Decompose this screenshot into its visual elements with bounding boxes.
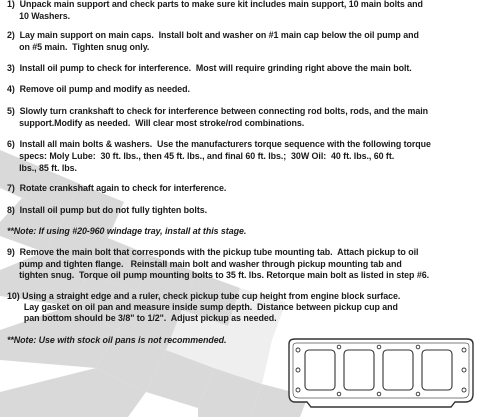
step-9-line-1: 9) Remove the main bolt that corresponds with the pickup tube mounting tab. Attach pickup to oil <box>7 247 419 257</box>
windage-tray-note: **Note: If using #20-960 windage tray, install at this stage. <box>7 226 247 236</box>
step-8-line-1: 8) Install oil pump but do not fully tighten bolts. <box>7 205 208 215</box>
step-9-line-3: tighten snug. Torque oil pump mounting bolts to 35 ft. lbs. Retorque main bolt as listed in step #6. <box>7 270 430 280</box>
step-10-line-3: pan bottom should be 3/8" to 1/2". Adjust pickup as needed. <box>7 313 277 323</box>
step-3-line-1: 3) Install oil pump to check for interference. Most will require grinding right above the main bolt. <box>7 63 412 73</box>
step-10-line-2: Lay gasket on oil pan and measure inside sump depth. Distance between pickup cup and <box>7 302 398 312</box>
step-5-line-1: 5) Slowly turn crankshaft to check for interference between connecting rod bolts, rods, and the main <box>7 106 429 116</box>
step-2-line-2: on #5 main. Tighten snug only. <box>7 42 150 52</box>
step-10-line-1: 10) Using a straight edge and a ruler, check pickup tube cup height from engine block surface. <box>7 291 401 301</box>
step-1-line-1: 1) Unpack main support and check parts to make sure kit includes main support, 10 main bolts and <box>7 0 423 9</box>
step-2-line-1: 2) Lay main support on main caps. Install bolt and washer on #1 main cap below the oil pump and <box>7 30 419 40</box>
step-1-line-2: 10 Washers. <box>7 11 70 21</box>
step-4-line-1: 4) Remove oil pump and modify as needed. <box>7 84 190 94</box>
step-5-line-2: support.Modify as needed. Will clear most stroke/rod combinations. <box>7 118 305 128</box>
step-7-line-1: 7) Rotate crankshaft again to check for interference. <box>7 183 227 193</box>
step-6-line-2: specs: Moly Lube: 30 ft. lbs., then 45 ft. lbs., and final 60 ft. lbs.; 30W Oil: 40 ft. lbs., 60 ft. <box>7 151 395 161</box>
oil-pan-gasket-illustration <box>283 336 479 410</box>
step-6-line-1: 6) Install all main bolts & washers. Use the manufacturers torque sequence with the following torque <box>7 139 431 149</box>
step-9-line-2: pump and tighten flange. Reinstall main bolt and washer through pickup mounting tab and <box>7 259 402 269</box>
stock-oil-pan-note: **Note: Use with stock oil pans is not recommended. <box>7 335 227 345</box>
step-6-line-3: lbs., 85 ft. lbs. <box>7 163 77 173</box>
